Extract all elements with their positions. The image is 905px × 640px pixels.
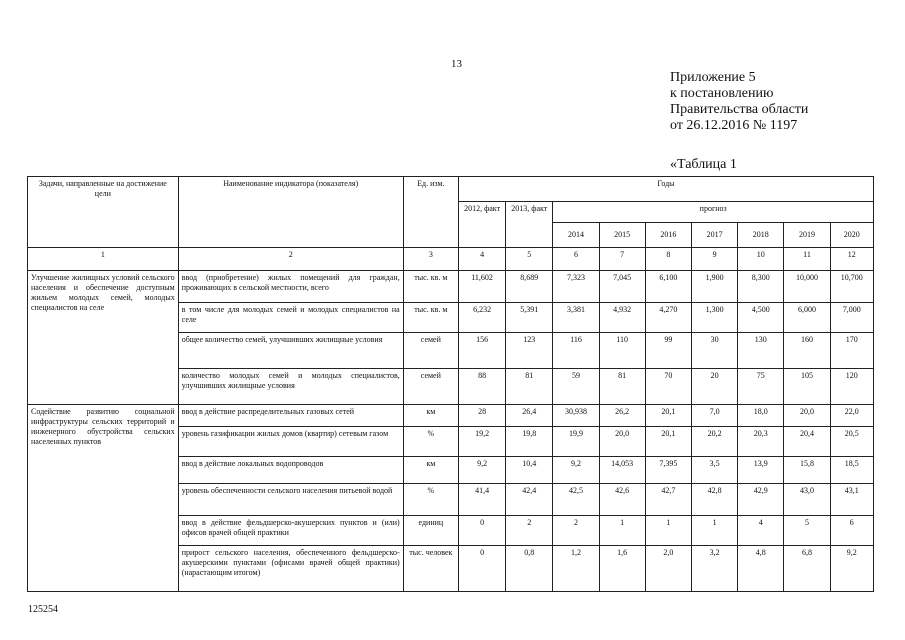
value-cell: 4: [738, 516, 784, 546]
value-cell: 99: [645, 333, 691, 369]
appendix-block: [670, 70, 808, 134]
head-tasks: Задачи, направленные на достижение цели: [28, 177, 179, 248]
value-cell: 20,4: [784, 427, 830, 457]
value-cell: 3,2: [691, 546, 737, 592]
value-cell: 0: [458, 546, 505, 592]
value-cell: 116: [553, 333, 599, 369]
value-cell: 1,6: [599, 546, 645, 592]
value-cell: 42,5: [553, 484, 599, 516]
value-cell: 20,1: [645, 427, 691, 457]
value-cell: 9,2: [458, 457, 505, 484]
indicator-cell: уровень газификации жилых домов (квартир) сетевым газом: [178, 427, 403, 457]
head-year-2012: 2012, факт: [458, 202, 505, 248]
unit-cell: семей: [403, 333, 458, 369]
column-number-cell: 9: [691, 248, 737, 271]
value-cell: 1: [645, 516, 691, 546]
value-cell: 4,270: [645, 303, 691, 333]
value-cell: 15,8: [784, 457, 830, 484]
value-cell: 42,7: [645, 484, 691, 516]
value-cell: 20,1: [645, 405, 691, 427]
value-cell: 7,0: [691, 405, 737, 427]
value-cell: 10,000: [784, 271, 830, 303]
value-cell: 130: [738, 333, 784, 369]
value-cell: 13,9: [738, 457, 784, 484]
value-cell: 14,053: [599, 457, 645, 484]
head-forecast-year: 2020: [830, 223, 873, 248]
unit-cell: тыс. человек: [403, 546, 458, 592]
value-cell: 2,0: [645, 546, 691, 592]
value-cell: 6,000: [784, 303, 830, 333]
value-cell: 3,5: [691, 457, 737, 484]
indicator-cell: прирост сельского населения, обеспеченного фельдшерско-акушерскими пунктами (офисами врачей общей практики) (нарастающим итогом): [178, 546, 403, 592]
column-number-cell: 2: [178, 248, 403, 271]
head-forecast-year: 2018: [738, 223, 784, 248]
value-cell: 105: [784, 369, 830, 405]
value-cell: 120: [830, 369, 873, 405]
value-cell: 75: [738, 369, 784, 405]
column-number-cell: 8: [645, 248, 691, 271]
value-cell: 7,323: [553, 271, 599, 303]
unit-cell: км: [403, 405, 458, 427]
value-cell: 8,300: [738, 271, 784, 303]
value-cell: 6: [830, 516, 873, 546]
value-cell: 59: [553, 369, 599, 405]
unit-cell: км: [403, 457, 458, 484]
unit-cell: семей: [403, 369, 458, 405]
indicator-cell: общее количество семей, улучшивших жилищные условия: [178, 333, 403, 369]
value-cell: 0,8: [506, 546, 553, 592]
task-cell: Улучшение жилищных условий сельского населения и обеспечение доступным жильем молодых семей, молодых специалистов на селе: [28, 271, 179, 405]
value-cell: 81: [506, 369, 553, 405]
column-number-cell: 7: [599, 248, 645, 271]
value-cell: 81: [599, 369, 645, 405]
value-cell: 70: [645, 369, 691, 405]
value-cell: 2: [553, 516, 599, 546]
value-cell: 42,9: [738, 484, 784, 516]
indicator-cell: в том числе для молодых семей и молодых специалистов на селе: [178, 303, 403, 333]
value-cell: 43,0: [784, 484, 830, 516]
indicator-cell: уровень обеспеченности сельского населения питьевой водой: [178, 484, 403, 516]
value-cell: 19,8: [506, 427, 553, 457]
column-number-cell: 1: [28, 248, 179, 271]
value-cell: 170: [830, 333, 873, 369]
task-cell: Содействие развитию социальной инфраструктуры сельских территорий и инженерного обустройства сельских населенных пунктов: [28, 405, 179, 592]
indicator-cell: ввод в действие локальных водопроводов: [178, 457, 403, 484]
value-cell: 28: [458, 405, 505, 427]
value-cell: 42,6: [599, 484, 645, 516]
value-cell: 110: [599, 333, 645, 369]
unit-cell: тыс. кв. м: [403, 303, 458, 333]
value-cell: 2: [506, 516, 553, 546]
column-number-cell: 6: [553, 248, 599, 271]
head-year-2013: 2013, факт: [506, 202, 553, 248]
appendix-line: Приложение 5: [670, 70, 756, 85]
column-number-cell: 3: [403, 248, 458, 271]
value-cell: 160: [784, 333, 830, 369]
value-cell: 0: [458, 516, 505, 546]
appendix-line: Правительства области: [670, 102, 809, 117]
value-cell: 20,2: [691, 427, 737, 457]
value-cell: 10,700: [830, 271, 873, 303]
value-cell: 9,2: [830, 546, 873, 592]
value-cell: 26,2: [599, 405, 645, 427]
value-cell: 4,932: [599, 303, 645, 333]
value-cell: 18,0: [738, 405, 784, 427]
head-unit: Ед. изм.: [403, 177, 458, 248]
table-row: [28, 405, 874, 427]
value-cell: 156: [458, 333, 505, 369]
column-number-cell: 10: [738, 248, 784, 271]
appendix-line: от 26.12.2016 № 1197: [670, 118, 798, 133]
value-cell: 88: [458, 369, 505, 405]
value-cell: 1: [691, 516, 737, 546]
document-number: 125254: [28, 604, 58, 615]
indicator-cell: ввод в действие фельдшерско-акушерских пунктов и (или) офисов врачей общей практики: [178, 516, 403, 546]
value-cell: 22,0: [830, 405, 873, 427]
value-cell: 18,5: [830, 457, 873, 484]
indicator-cell: количество молодых семей и молодых специалистов, улучшивших жилищные условия: [178, 369, 403, 405]
value-cell: 30,938: [553, 405, 599, 427]
indicator-cell: ввод в действие распределительных газовых сетей: [178, 405, 403, 427]
value-cell: 20,0: [599, 427, 645, 457]
value-cell: 20,5: [830, 427, 873, 457]
head-forecast: прогноз: [553, 202, 874, 223]
value-cell: 7,045: [599, 271, 645, 303]
value-cell: 1: [599, 516, 645, 546]
head-forecast-year: 2019: [784, 223, 830, 248]
unit-cell: единиц: [403, 516, 458, 546]
value-cell: 41,4: [458, 484, 505, 516]
value-cell: 20,0: [784, 405, 830, 427]
value-cell: 19,9: [553, 427, 599, 457]
value-cell: 3,381: [553, 303, 599, 333]
indicators-table: [27, 176, 874, 592]
unit-cell: тыс. кв. м: [403, 271, 458, 303]
head-years: Годы: [458, 177, 873, 202]
value-cell: 30: [691, 333, 737, 369]
value-cell: 1,2: [553, 546, 599, 592]
value-cell: 4,8: [738, 546, 784, 592]
head-indicator: Наименование индикатора (показателя): [178, 177, 403, 248]
value-cell: 1,900: [691, 271, 737, 303]
appendix-line: к постановлению: [670, 86, 774, 101]
value-cell: 5,391: [506, 303, 553, 333]
value-cell: 4,500: [738, 303, 784, 333]
value-cell: 6,100: [645, 271, 691, 303]
value-cell: 7,395: [645, 457, 691, 484]
indicator-cell: ввод (приобретение) жилых помещений для граждан, проживающих в сельской местности, всего: [178, 271, 403, 303]
head-forecast-year: 2015: [599, 223, 645, 248]
value-cell: 42,8: [691, 484, 737, 516]
column-number-cell: 11: [784, 248, 830, 271]
table-caption: «Таблица 1: [670, 157, 737, 172]
column-number-cell: 4: [458, 248, 505, 271]
page-number: 13: [451, 58, 462, 70]
head-forecast-year: 2014: [553, 223, 599, 248]
value-cell: 6,232: [458, 303, 505, 333]
value-cell: 6,8: [784, 546, 830, 592]
value-cell: 10,4: [506, 457, 553, 484]
value-cell: 20: [691, 369, 737, 405]
value-cell: 43,1: [830, 484, 873, 516]
value-cell: 19,2: [458, 427, 505, 457]
column-number-cell: 12: [830, 248, 873, 271]
head-forecast-year: 2017: [691, 223, 737, 248]
value-cell: 8,689: [506, 271, 553, 303]
value-cell: 26,4: [506, 405, 553, 427]
unit-cell: %: [403, 427, 458, 457]
value-cell: 1,300: [691, 303, 737, 333]
value-cell: 20,3: [738, 427, 784, 457]
value-cell: 11,602: [458, 271, 505, 303]
value-cell: 7,000: [830, 303, 873, 333]
table-row: [28, 271, 874, 303]
value-cell: 9,2: [553, 457, 599, 484]
value-cell: 123: [506, 333, 553, 369]
unit-cell: %: [403, 484, 458, 516]
value-cell: 42,4: [506, 484, 553, 516]
column-number-cell: 5: [506, 248, 553, 271]
head-forecast-year: 2016: [645, 223, 691, 248]
value-cell: 5: [784, 516, 830, 546]
